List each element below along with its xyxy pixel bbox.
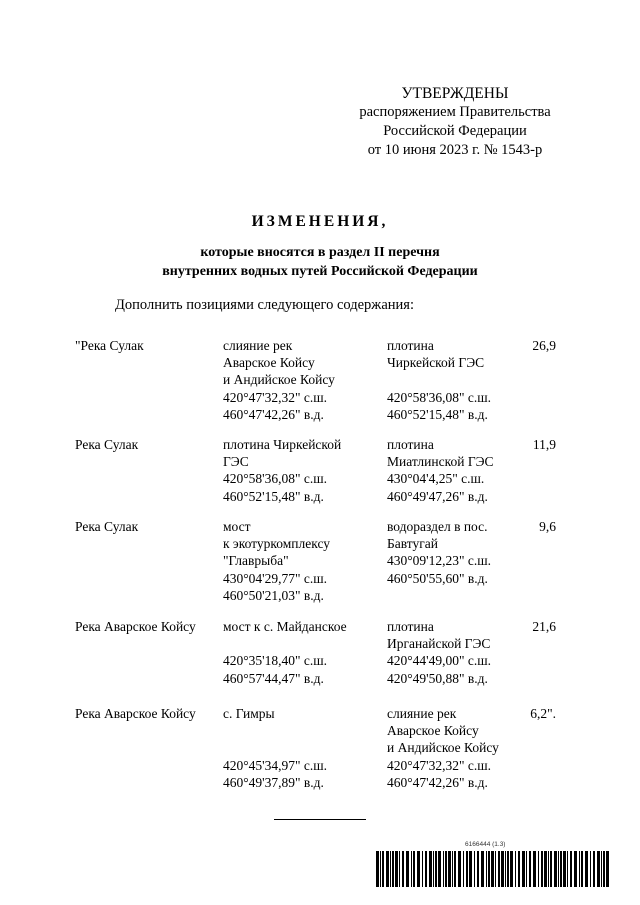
section-length: 11,9 [532,437,556,452]
barcode-bar [429,851,432,887]
barcode-bar [399,851,400,887]
barcode-bar [443,851,444,887]
waterway-name: "Река Сулак [75,338,144,353]
barcode-bar [486,851,487,887]
barcode-bar [579,851,580,887]
barcode-bar [501,851,504,887]
section-length: 21,6 [532,619,556,634]
section-length: 26,9 [532,338,556,353]
barcode-bar [466,851,468,887]
barcode-bar [597,851,600,887]
approval-title: УТВЕРЖДЕНЫ [401,85,509,102]
section-start: слияние рек Аварское Койсу и Андийское Койсу 420°47'32,32" с.ш. 460°47'42,26" в.д. [223,338,335,422]
barcode-bar [570,851,572,887]
barcode-bar [392,851,394,887]
barcode-bar [481,851,484,887]
section-end: плотина Миатлинской ГЭС 430°04'4,25" с.ш. 460°49'47,26" в.д. [387,437,494,504]
approval-date: от 10 июня 2023 г. № 1543-р [367,142,543,158]
barcode-bar [601,851,602,887]
section-start: с. Гимры 420°45'34,97" с.ш. 460°49'37,89" в.д. [223,706,327,790]
barcode-bar [505,851,506,887]
barcode-bar [585,851,588,887]
waterway-name: Река Сулак [75,519,139,534]
subtitle-line: внутренних водных путей Российской Федерации [162,264,478,279]
barcode-bar [406,851,409,887]
barcode-bar [507,851,509,887]
barcode-bar [413,851,415,887]
barcode-bar [390,851,391,887]
document-title: ИЗМЕНЕНИЯ, [251,213,389,230]
barcode-bar [563,851,566,887]
barcode-bar [477,851,479,887]
barcode-bar [491,851,494,887]
document-subtitle [0,243,640,281]
barcode-bar [538,851,539,887]
approval-line: Российской Федерации [383,123,527,139]
section-end: плотина Чиркейской ГЭС 420°58'36,08" с.ш. 460°52'15,48" в.д. [387,338,491,422]
section-start: мост к экотуркомплексу "Главрыба" 430°04'29,77" с.ш. 460°50'21,03" в.д. [223,519,331,603]
barcode-bar [498,851,500,887]
barcode-bar [554,851,557,887]
barcode-bar [422,851,423,887]
barcode-bar [518,851,520,887]
barcode-bar [560,851,562,887]
section-start: плотина Чиркейской ГЭС 420°58'36,08" с.ш. 460°52'15,48" в.д. [223,437,342,504]
section-end: слияние рек Аварское Койсу и Андийское Койсу 420°47'32,32" с.ш. 460°47'42,26" в.д. [387,706,499,790]
waterway-name: Река Аварское Койсу [75,619,196,634]
barcode-bar [550,851,552,887]
barcode-bar [411,851,412,887]
barcode-bar [380,851,381,887]
barcode-bar [448,851,451,887]
section-length: 6,2". [530,706,556,721]
barcode-bar [544,851,547,887]
section-length: 9,6 [539,519,556,534]
barcode-bar [386,851,389,887]
barcode-bar [526,851,527,887]
barcode-bar [529,851,531,887]
barcode-bar [522,851,525,887]
barcode-bar [395,851,398,887]
barcode-bar [581,851,583,887]
intro-text: Дополнить позициями следующего содержания: [115,297,414,313]
barcode-bar [533,851,536,887]
barcode-bar [402,851,404,887]
barcode-bar [445,851,447,887]
barcode-label: 6166444 (1.3) [465,841,506,848]
barcode-bar [574,851,577,887]
barcode-bar [425,851,427,887]
barcode-bar [417,851,420,887]
approval-block [340,84,570,160]
barcode-bar [590,851,591,887]
barcode-bar [376,851,379,887]
closing-divider [274,819,366,820]
barcode-bar [438,851,441,887]
barcode-bar [454,851,456,887]
barcode-bar [593,851,595,887]
barcode-bar [452,851,453,887]
barcode-bar [458,851,461,887]
section-end: водораздел в пос. Бавтугай 430°09'12,23" с.ш. 460°50'55,60" в.д. [387,519,491,586]
waterway-name: Река Аварское Койсу [75,706,196,721]
barcode-bar [515,851,516,887]
section-start: мост к с. Майданское 420°35'18,40" с.ш. 460°57'44,47" в.д. [223,619,347,686]
barcode-bar [463,851,464,887]
approval-line: распоряжением Правительства [359,104,551,120]
barcode-bar [469,851,472,887]
barcode-bar [433,851,434,887]
subtitle-line: которые вносятся в раздел II перечня [200,245,440,260]
barcode-bar [495,851,496,887]
barcode-bar [435,851,437,887]
barcode-bar [606,851,609,887]
barcode-bar [567,851,568,887]
barcode-bar [474,851,475,887]
barcode-bar [558,851,559,887]
barcode-bar [488,851,490,887]
barcode-bar [548,851,549,887]
barcode-bar [541,851,543,887]
barcode-bar [510,851,513,887]
section-end: плотина Ирганайской ГЭС 420°44'49,00" с.ш. 420°49'50,88" в.д. [387,619,491,686]
waterway-name: Река Сулак [75,437,139,452]
barcode-bar [382,851,384,887]
barcode-image [376,851,614,887]
barcode-bar [603,851,605,887]
